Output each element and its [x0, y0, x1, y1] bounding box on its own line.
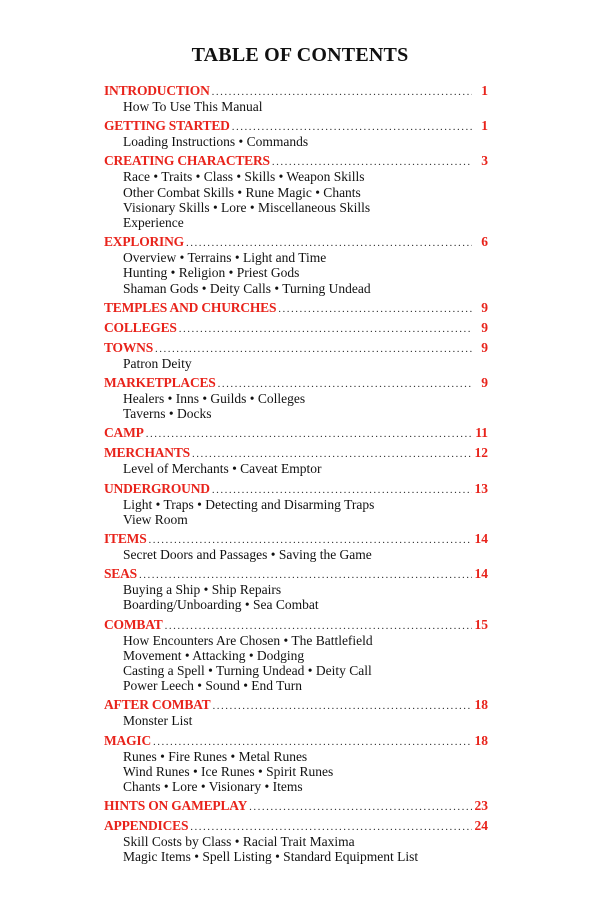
- subtopic-line: Light • Traps • Detecting and Disarming Traps: [123, 496, 375, 512]
- subtopic-line: Experience: [123, 215, 184, 231]
- section-heading: EXPLORING: [104, 234, 184, 250]
- toc-heading-row: [104, 319, 488, 336]
- toc-entry: [104, 444, 488, 476]
- toc-heading-row: [104, 233, 488, 250]
- page-number: 11: [475, 425, 488, 441]
- subtopic-line: Level of Merchants • Caveat Emptor: [123, 461, 322, 477]
- section-heading: MARKETPLACES: [104, 375, 216, 391]
- section-heading: SEAS: [104, 566, 137, 582]
- toc-heading-row: [104, 616, 488, 633]
- subtopic-line: Race • Traits • Class • Skills • Weapon Skills: [123, 169, 365, 185]
- subtopic-line: Shaman Gods • Deity Calls • Turning Undead: [123, 280, 371, 296]
- dot-leader: [146, 426, 472, 443]
- page-number: 1: [481, 83, 488, 98]
- toc-heading-row: [104, 374, 488, 391]
- toc-heading-row: [104, 732, 488, 749]
- subtopic-line: Magic Items • Spell Listing • Standard Equipment List: [123, 849, 419, 865]
- toc-heading-row: [104, 424, 488, 441]
- section-heading: CREATING CHARACTERS: [104, 153, 270, 169]
- subtopic-line: Visionary Skills • Lore • Miscellaneous Skills: [123, 199, 371, 215]
- page-number: 9: [481, 375, 488, 391]
- toc-entry: [104, 817, 488, 864]
- page-number: 13: [474, 480, 488, 496]
- section-heading: GETTING STARTED: [104, 118, 230, 134]
- section-heading: AFTER COMBAT: [104, 697, 211, 713]
- dot-leader: [212, 698, 472, 715]
- section-heading: TOWNS: [104, 339, 154, 355]
- page-number: 12: [474, 445, 488, 461]
- toc-entry: [104, 530, 488, 562]
- toc-heading-row: [104, 339, 488, 356]
- page-number: 9: [481, 339, 488, 355]
- page-number: 6: [481, 234, 488, 250]
- section-heading: UNDERGROUND: [104, 480, 210, 496]
- subtopic-line: Healers • Inns • Guilds • Colleges: [123, 391, 306, 407]
- dot-leader: [249, 799, 472, 816]
- subtopic-line: How To Use This Manual: [123, 99, 263, 114]
- subtopic-line: Skill Costs by Class • Racial Trait Maxima: [123, 834, 355, 850]
- subtopic-line: Buying a Ship • Ship Repairs: [123, 582, 282, 598]
- dot-leader: [278, 301, 472, 318]
- subtopic-line: Chants • Lore • Visionary • Items: [123, 779, 303, 795]
- page-number: 23: [474, 798, 488, 814]
- page-number: 14: [474, 531, 488, 547]
- page-number: 9: [481, 299, 488, 315]
- subtopic-line: Taverns • Docks: [123, 406, 212, 422]
- section-heading: MERCHANTS: [104, 445, 190, 461]
- toc-heading-row: [104, 444, 488, 461]
- section-heading: HINTS ON GAMEPLAY: [104, 798, 248, 814]
- section-heading: CAMP: [104, 425, 144, 441]
- toc-entry: [104, 339, 488, 371]
- toc-entry: [104, 117, 488, 149]
- toc-heading-row: [104, 696, 488, 713]
- section-heading: COLLEGES: [104, 319, 177, 335]
- section-heading: MAGIC: [104, 732, 151, 748]
- subtopic-line: Loading Instructions • Commands: [123, 134, 309, 150]
- toc-heading-row: [104, 480, 488, 497]
- toc-heading-row: [104, 797, 488, 814]
- subtopic-line: Wind Runes • Ice Runes • Spirit Runes: [123, 763, 334, 779]
- subtopic-line: Patron Deity: [123, 355, 192, 371]
- toc-entry: [104, 233, 488, 296]
- subtopic-line: Overview • Terrains • Light and Time: [123, 250, 327, 266]
- subtopic-line: How Encounters Are Chosen • The Battlefield: [123, 632, 373, 648]
- page-number: 24: [474, 818, 488, 834]
- toc-heading-row: [104, 152, 488, 169]
- section-heading: APPENDICES: [104, 818, 189, 834]
- subtopic-line: Boarding/Unboarding • Sea Combat: [123, 597, 319, 613]
- toc-heading-row: [104, 299, 488, 316]
- subtopic-line: Runes • Fire Runes • Metal Runes: [123, 748, 308, 764]
- table-of-contents: [104, 82, 488, 868]
- toc-entry: [104, 82, 488, 114]
- subtopic-line: Monster List: [123, 713, 193, 729]
- subtopic-line: View Room: [123, 511, 188, 527]
- toc-entry: [104, 616, 488, 694]
- subtopic-line: Other Combat Skills • Rune Magic • Chants: [123, 184, 361, 200]
- section-heading: TEMPLES AND CHURCHES: [104, 299, 277, 315]
- toc-entry: [104, 319, 488, 336]
- subtopic-line: Hunting • Religion • Priest Gods: [123, 265, 300, 281]
- toc-entry: [104, 374, 488, 421]
- page-number: 18: [474, 697, 488, 713]
- toc-entry: [104, 480, 488, 527]
- section-heading: COMBAT: [104, 616, 163, 632]
- section-heading: INTRODUCTION: [104, 83, 210, 98]
- toc-heading-row: [104, 530, 488, 547]
- dot-leader: [179, 321, 472, 338]
- page-number: 15: [474, 616, 488, 632]
- toc-entry: [104, 732, 488, 795]
- subtopic-line: Movement • Attacking • Dodging: [123, 647, 305, 663]
- subtopic-line: Power Leech • Sound • End Turn: [123, 678, 302, 694]
- subtopic-line: Casting a Spell • Turning Undead • Deity Call: [123, 663, 372, 679]
- subtopic-line: Secret Doors and Passages • Saving the Game: [123, 547, 372, 563]
- page-number: 3: [481, 153, 488, 169]
- page-number: 18: [474, 732, 488, 748]
- toc-entry: [104, 299, 488, 316]
- toc-entry: [104, 565, 488, 612]
- page-number: 14: [474, 566, 488, 582]
- toc-entry: [104, 152, 488, 230]
- toc-entry: [104, 797, 488, 814]
- toc-heading-row: [104, 817, 488, 834]
- page-number: 1: [481, 118, 488, 134]
- toc-heading-row: [104, 82, 488, 99]
- section-heading: ITEMS: [104, 531, 147, 547]
- dot-leader: [155, 341, 472, 358]
- toc-heading-row: [104, 565, 488, 582]
- toc-heading-row: [104, 117, 488, 134]
- toc-entry: [104, 696, 488, 728]
- page-title: TABLE OF CONTENTS: [191, 44, 409, 66]
- page-number: 9: [481, 319, 488, 335]
- toc-entry: [104, 424, 488, 441]
